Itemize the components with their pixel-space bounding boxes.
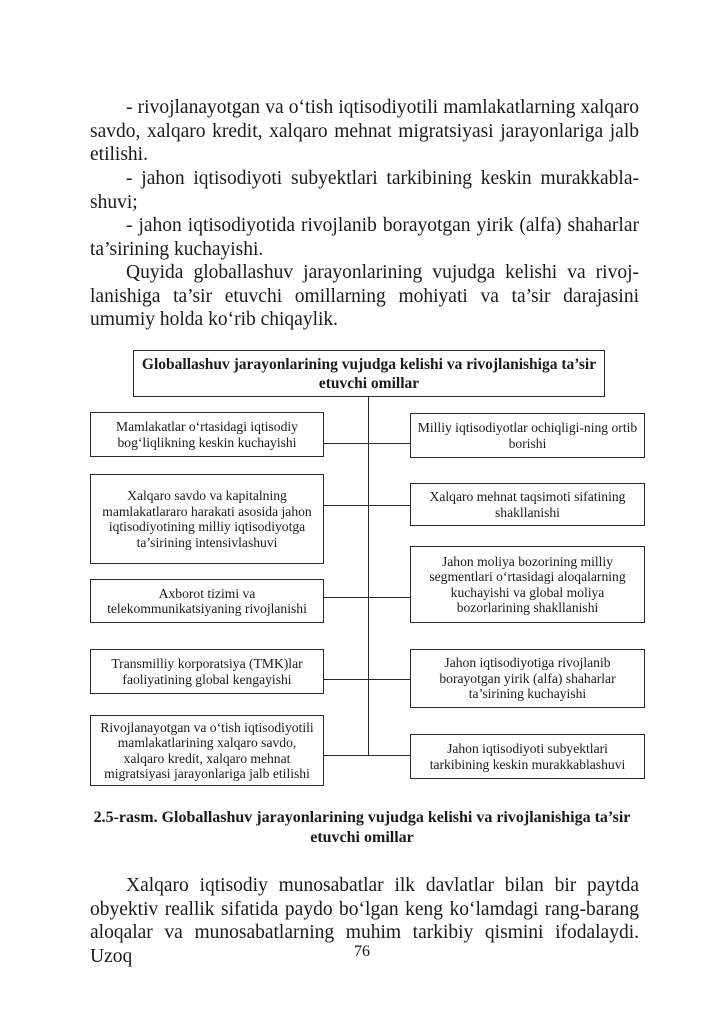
right-connector-2 — [368, 505, 410, 506]
diagram-title-box: Globallashuv jarayonlarining vujudga kelishi va rivojlanishiga ta’sir etuvchi omillar — [133, 350, 605, 397]
left-connector-5 — [324, 755, 368, 756]
right-connector-5 — [368, 755, 410, 756]
right-factor-box-4: Jahon iqtisodiyotiga rivojlanib borayotgan yirik (alfa) shaharlar ta’sirining kuchayishi — [410, 649, 645, 708]
page-number: 76 — [354, 943, 370, 960]
paragraph-text: - jahon iqtisodiyotida rivojlanib borayotgan yirik (alfa) shaharlar ta’sirining kuchayishi. — [90, 215, 639, 260]
left-factor-box-3: Axborot tizimi va telekommunikatsiyaning rivojlanishi — [90, 579, 324, 623]
right-factor-box-3: Jahon moliya bozorining milliy segmentlari o‘rtasidagi aloqalarning kuchayishi va global moliya bozorlarining shakllanishi — [410, 546, 645, 623]
paragraph-text: Xalqaro iqtisodiy munosabatlar ilk davlatlar bilan bir paytda obyektiv reallik sifatida paydo bo‘lgan keng ko‘lamdagi rang-barang aloqalar va munosabatlarning muhim tarkibiy qismini ifodalaydi. Uzoq — [90, 875, 639, 967]
left-factor-box-5: Rivojlanayotgan va o‘tish iqtisodiyotili mamlakatlarining xalqaro savdo, xalqaro kredit, xalqaro mehnat migratsiyasi jarayonlariga jalb etilishi — [90, 715, 324, 786]
left-factor-box-1: Mamlakatlar o‘rtasidagi iqtisodiy bog‘liqlikning keskin kuchayishi — [90, 412, 324, 457]
right-factor-box-2: Xalqaro mehnat taqsimoti sifatining shakllanishi — [410, 483, 645, 526]
paragraph-text: Quyida globallashuv jarayonlarining vujudga kelishi va rivoj-lanishiga ta’sir etuvchi omillarning mohiyati va ta’sir darajasini umumiy holda ko‘rib chiqaylik. — [90, 262, 639, 330]
bullet-paragraph-1 — [90, 96, 639, 167]
left-connector-1 — [324, 443, 368, 444]
trunk-connector — [368, 397, 369, 756]
paragraph-text: - jahon iqtisodiyoti subyektlari tarkibining keskin murakkabla-shuvi; — [90, 168, 639, 213]
right-factor-box-5: Jahon iqtisodiyoti subyektlari tarkibining keskin murakkablashuvi — [410, 734, 645, 779]
right-connector-1 — [368, 443, 410, 444]
left-connector-2 — [324, 505, 368, 506]
intro-paragraph — [90, 261, 639, 332]
left-connector-4 — [324, 679, 368, 680]
bullet-paragraph-2 — [90, 167, 639, 214]
right-connector-4 — [368, 679, 410, 680]
figure-caption: 2.5-rasm. Globallashuv jarayonlarining vujudga kelishi va rivojlanishiga ta’sir etuvchi omillar — [93, 809, 631, 846]
right-connector-3 — [368, 597, 410, 598]
left-factor-box-4: Transmilliy korporatsiya (TMK)lar faoliyatining global kengayishi — [90, 649, 324, 694]
bullet-paragraph-3 — [90, 214, 639, 261]
right-factor-box-1: Milliy iqtisodiyotlar ochiqligi-ning ortib borishi — [410, 413, 645, 458]
paragraph-text: - rivojlanayotgan va o‘tish iqtisodiyotili mamlakatlarning xalqaro savdo, xalqaro kredit, xalqaro mehnat migratsiyasi jarayonlariga jalb etilishi. — [90, 97, 639, 165]
left-factor-box-2: Xalqaro savdo va kapitalning mamlakatlararo harakati asosida jahon iqtisodiyotining milliy iqtisodiyotga ta’sirining intensivlashuvi — [90, 474, 324, 564]
left-connector-3 — [324, 597, 368, 598]
